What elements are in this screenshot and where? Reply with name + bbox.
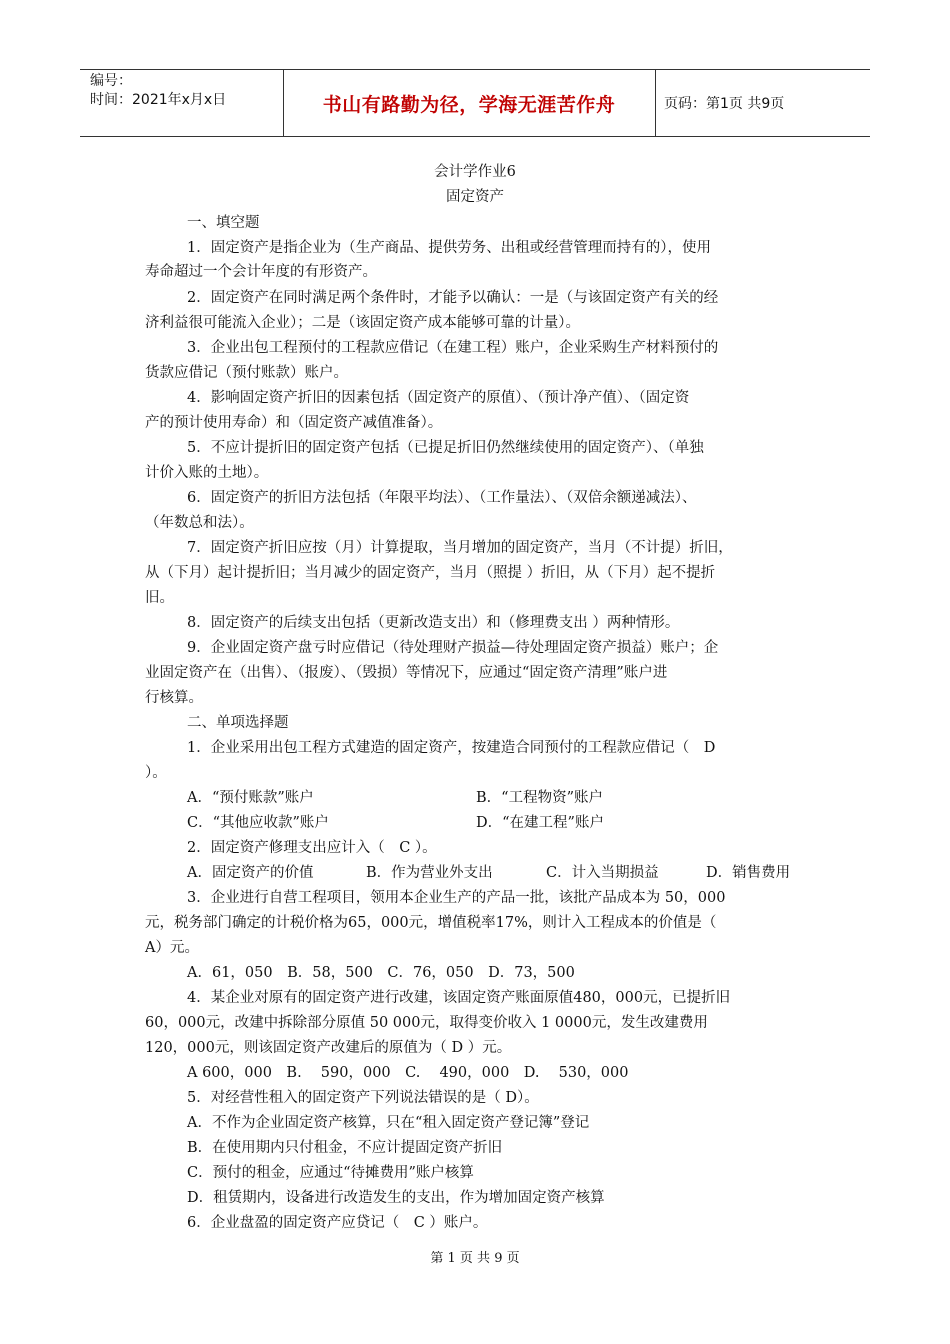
question-line: 4．影响固定资产折旧的因素包括（固定资产的原值）、（预计净产值）、（固定资 [187,390,690,406]
question-line: A）元。 [145,940,199,956]
section-heading: 一、填空题 [187,215,260,231]
question-line: 从（下月）起计提折旧；当月减少的固定资产，当月（照提 ）折旧，从（下月）起不提折 [145,565,716,581]
doc-title: 会计学作业6 [434,164,516,180]
option-item: B．作为营业外支出 [366,865,493,881]
question-line: 计价入账的土地）。 [145,465,269,481]
question-line: （年数总和法）。 [145,515,254,531]
option-item: A．不作为企业固定资产核算，只在“租入固定资产登记簿”登记 [187,1115,590,1131]
question-line: 产的预计使用寿命）和（固定资产减值准备）。 [145,415,443,431]
question-line: 6．固定资产的折旧方法包括（年限平均法）、（工作量法）、（双倍余额递减法）、 [187,490,697,506]
option-item: C．计入当期损益 [546,865,659,881]
header-divider [655,70,656,136]
question-line: 4．某企业对原有的固定资产进行改建，该固定资产账面原值480，000元，已提折旧 [187,990,731,1006]
option-item: B．“工程物资”账户 [476,790,603,806]
question-line: 1．企业采用出包工程方式建造的固定资产，按建造合同预付的工程款应借记（ D [187,740,716,756]
question-line: 旧。 [145,590,174,606]
option-row: A．61，050 B．58，500 C．76，050 D．73，500 [187,965,575,981]
question-line: 行核算。 [145,690,203,706]
option-item: D．租赁期内，设备进行改造发生的支出，作为增加固定资产核算 [187,1190,605,1206]
question-line: 寿命超过一个会计年度的有形资产。 [145,264,377,280]
section-heading: 二、单项选择题 [187,715,289,731]
question-line: ）。 [145,765,167,781]
question-line: 济利益很可能流入企业）；二是（该固定资产成本能够可靠的计量）。 [145,315,580,331]
question-line: 2．固定资产在同时满足两个条件时，才能予以确认：一是（与该固定资产有关的经 [187,290,719,306]
question-line: 8．固定资产的后续支出包括（更新改造支出）和（修理费支出 ）两种情形。 [187,615,680,631]
header-meta [90,72,226,110]
option-item: C．预付的租金，应通过“待摊费用”账户核算 [187,1165,474,1181]
question-line: 业固定资产在（出售）、（报废）、（毁损）等情况下，应通过“固定资产清理”账户进 [145,665,668,681]
option-item: C．“其他应收款”账户 [187,815,329,831]
question-line: 6．企业盘盈的固定资产应贷记（ C ）账户。 [187,1215,488,1231]
question-line: 120，000元，则该固定资产改建后的原值为（ D ）元。 [145,1040,512,1056]
question-line: 9．企业固定资产盘亏时应借记（待处理财产损益—待处理固定资产损益）账户；企 [187,640,719,656]
option-item: A．固定资产的价值 [187,865,314,881]
header-table [80,69,870,137]
number-label: 编号： [90,73,132,89]
page-footer: 第 1 页 共 9 页 [430,1251,520,1266]
question-line: 3．企业出包工程预付的工程款应借记（在建工程）账户，企业采购生产材料预付的 [187,340,719,356]
motto: 书山有路勤为径，学海无涯苦作舟 [322,93,616,116]
question-line: 2．固定资产修理支出应计入（ C ）。 [187,840,437,856]
option-item: B．在使用期内只付租金，不应计提固定资产折旧 [187,1140,503,1156]
question-line: 5．不应计提折旧的固定资产包括（已提足折旧仍然继续使用的固定资产）、（单独 [187,440,704,456]
question-line: 货款应借记（预付账款）账户。 [145,365,348,381]
option-item: D．“在建工程”账户 [476,815,604,831]
question-line: 7．固定资产折旧应按（月）计算提取，当月增加的固定资产，当月（不计提）折旧， [187,540,733,556]
option-item: D．销售费用 [706,865,791,881]
option-item: A．“预付账款”账户 [187,790,314,806]
doc-subtitle: 固定资产 [446,189,504,205]
question-line: 5．对经营性租入的固定资产下列说法错误的是（ D）。 [187,1090,539,1106]
question-line: 1．固定资产是指企业为（生产商品、提供劳务、出租或经营管理而持有的），使用 [187,240,711,256]
question-line: 3．企业进行自营工程项目，领用本企业生产的产品一批，该批产品成本为 50，000 [187,890,726,906]
option-row: A 600，000 B. 590，000 C. 490，000 D. 530，000 [187,1065,629,1081]
question-line: 60，000元，改建中拆除部分原值 50 000元，取得变价收入 1 0000元，发生改建费用 [145,1015,708,1031]
page-label: 页码：第1页 共9页 [664,96,785,112]
date-label: 时间：2021年x月x日 [90,92,227,108]
question-line: 元，税务部门确定的计税价格为65，000元，增值税率17%，则计入工程成本的价值是（ [145,915,717,931]
